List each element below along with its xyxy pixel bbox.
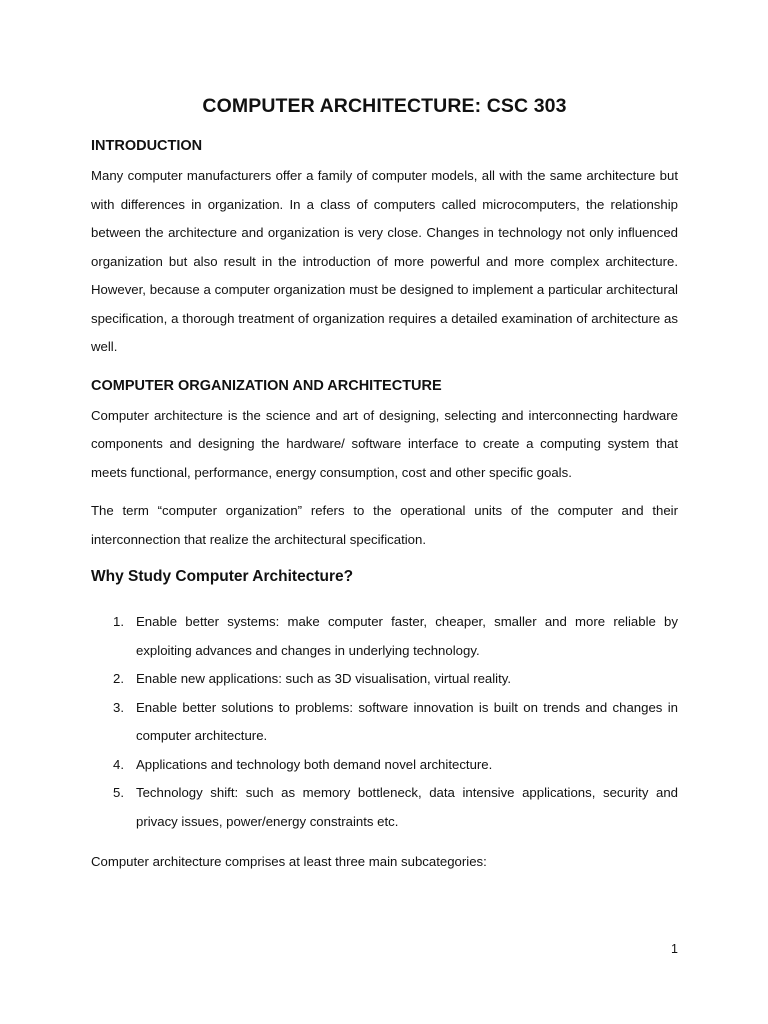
- list-item: [91, 608, 678, 665]
- list-item-number: 3.: [113, 699, 124, 715]
- list-item: [91, 779, 678, 836]
- list-item: [91, 751, 678, 780]
- list-item: [91, 665, 678, 694]
- introduction-heading: INTRODUCTION: [91, 138, 203, 154]
- list-item-number: 2.: [113, 671, 124, 686]
- introduction-paragraph: Many computer manufacturers offer a family of computer models, all with the same architecture but with differences in organization. In a class of computers called microcomputers, the relationship between the architecture and organization is very close. Changes in technology not only influenced organization but also result in the introduction of more powerful and more complex architecture. However, because a computer organization must be designed to implement a particular architectural specification, a thorough treatment of organization requires a detailed examination of architecture as well.: [91, 168, 678, 354]
- list-item-number: 1.: [113, 614, 124, 629]
- why-study-heading: Why Study Computer Architecture?: [91, 568, 354, 585]
- list-item-number: 4.: [113, 756, 124, 772]
- list-item-text: Enable better systems: make computer faster, cheaper, smaller and more reliable by exploiting advances and changes in underlying technology.: [136, 614, 678, 658]
- list-item-text: Enable new applications: such as 3D visualisation, virtual reality.: [136, 671, 512, 686]
- list-item-text: Technology shift: such as memory bottleneck, data intensive applications, security and privacy issues, power/energy constraints etc.: [136, 785, 678, 829]
- org-arch-paragraph-2: The term “computer organization” refers to the operational units of the computer and their interconnection that realize the architectural specification.: [91, 503, 678, 547]
- list-item-text: Applications and technology both demand novel architecture.: [136, 756, 493, 772]
- document-title: COMPUTER ARCHITECTURE: CSC 303: [202, 95, 567, 117]
- list-item: [91, 694, 678, 751]
- list-item-text: Enable better solutions to problems: software innovation is built on trends and changes in computer architecture.: [136, 699, 678, 743]
- list-item-number: 5.: [113, 785, 124, 800]
- page-number: 1: [671, 942, 678, 956]
- org-arch-paragraph-1: Computer architecture is the science and art of designing, selecting and interconnecting hardware components and designing the hardware/ software interface to create a computing system that meets functional, performance, energy consumption, cost and other specific goals.: [91, 407, 678, 480]
- why-study-list: [91, 608, 678, 836]
- closing-paragraph: Computer architecture comprises at least three main subcategories:: [91, 854, 487, 869]
- org-arch-heading: COMPUTER ORGANIZATION AND ARCHITECTURE: [91, 377, 442, 394]
